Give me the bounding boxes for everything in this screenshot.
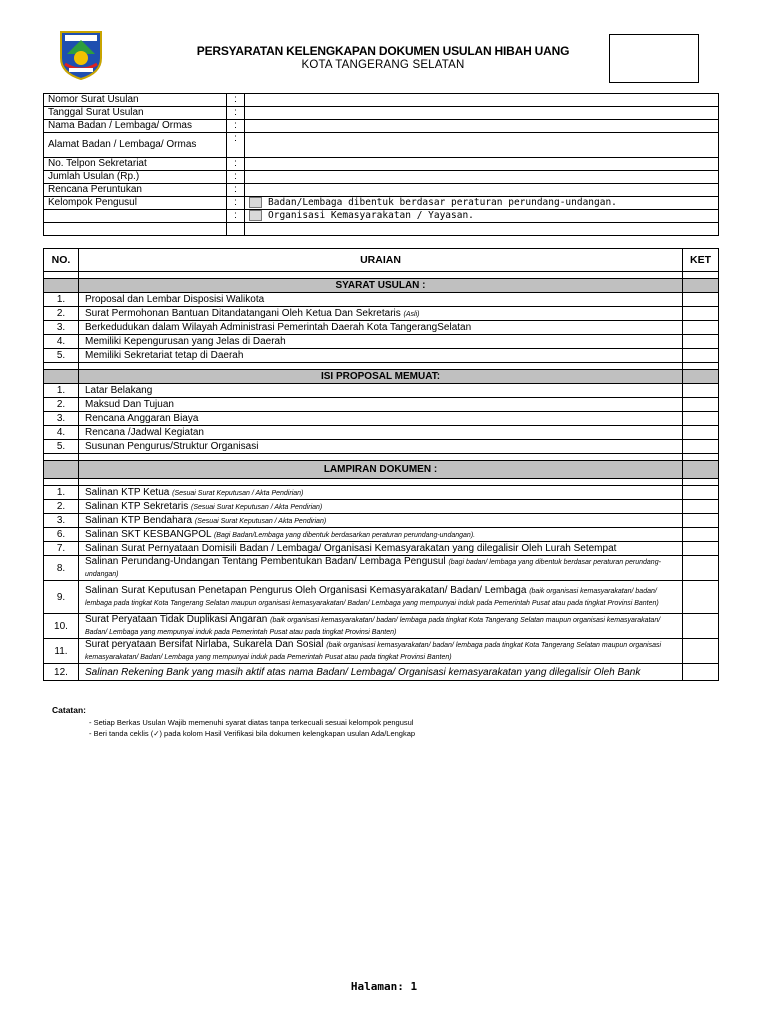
ket-cell[interactable] <box>683 528 719 542</box>
ket-cell[interactable] <box>683 384 719 398</box>
ket-cell[interactable] <box>683 293 719 307</box>
checkbox-ormas-yayasan[interactable] <box>249 210 262 221</box>
stamp-box <box>609 34 699 83</box>
info-label: Nama Badan / Lembaga/ Ormas <box>44 120 227 133</box>
ket-cell[interactable] <box>683 307 719 321</box>
info-row-nama: Nama Badan / Lembaga/ Ormas : <box>44 120 719 133</box>
table-row: 1. Proposal dan Lembar Disposisi Walikota <box>44 293 719 307</box>
checklist-table <box>43 248 719 681</box>
document-title: PERSYARATAN KELENGKAPAN DOKUMEN USULAN HIBAH UANG <box>196 44 570 58</box>
ket-cell[interactable] <box>683 398 719 412</box>
info-row-jumlah: Jumlah Usulan (Rp.) : <box>44 171 719 184</box>
info-label: Kelompok Pengusul <box>44 197 227 210</box>
table-row: 1. Salinan KTP Ketua (Sesuai Surat Keputusan / Akta Pendirian) <box>44 486 719 500</box>
table-row: 8. Salinan Perundang-Undangan Tentang Pembentukan Badan/ Lembaga Pengusul (bagi badan/ lembaga yang dibentuk berdasar peraturan perundang-undangan) <box>44 556 719 581</box>
info-label: No. Telpon Sekretariat <box>44 158 227 171</box>
table-row: 7. Salinan Surat Pernyataan Domisili Badan / Lembaga/ Organisasi Kemasyarakatan yang dilegalisir Oleh Lurah Setempat <box>44 542 719 556</box>
ket-cell[interactable] <box>683 349 719 363</box>
telpon-field[interactable] <box>245 158 719 171</box>
ket-cell[interactable] <box>683 514 719 528</box>
nomor-surat-field[interactable] <box>245 94 719 107</box>
nama-badan-field[interactable] <box>245 120 719 133</box>
section-header-syarat: SYARAT USULAN : <box>44 279 719 293</box>
info-label: Rencana Peruntukan <box>44 184 227 197</box>
tanggal-surat-field[interactable] <box>245 107 719 120</box>
notes-title: Catatan: <box>52 705 87 715</box>
section-header-isi: ISI PROPOSAL MEMUAT: <box>44 370 719 384</box>
table-row: 3. Rencana Anggaran Biaya <box>44 412 719 426</box>
table-row: 12. Salinan Rekening Bank yang masih aktif atas nama Badan/ Lembaga/ Organisasi kemasyarakatan yang dilegalisir Oleh Bank <box>44 664 719 681</box>
ket-cell[interactable] <box>683 486 719 500</box>
page-number: Halaman: 1 <box>350 980 418 993</box>
notes-section <box>52 705 415 739</box>
table-row: 3. Berkedudukan dalam Wilayah Administrasi Pemerintah Daerah Kota TangerangSelatan <box>44 321 719 335</box>
info-label: Tanggal Surat Usulan <box>44 107 227 120</box>
col-ket-header: KET <box>683 249 719 272</box>
table-row: 2. Maksud Dan Tujuan <box>44 398 719 412</box>
table-row: 2. Salinan KTP Sekretaris (Sesuai Surat Keputusan / Akta Pendirian) <box>44 500 719 514</box>
info-row-kelompok: Kelompok Pengusul : Badan/Lembaga dibentuk berdasar peraturan perundang-undangan. <box>44 197 719 210</box>
table-row: 5. Memiliki Sekretariat tetap di Daerah <box>44 349 719 363</box>
info-row-kelompok-2: : Organisasi Kemasyarakatan / Yayasan. <box>44 210 719 223</box>
ket-cell[interactable] <box>683 426 719 440</box>
ket-cell[interactable] <box>683 412 719 426</box>
ket-cell[interactable] <box>683 664 719 681</box>
info-row-tanggal: Tanggal Surat Usulan : <box>44 107 719 120</box>
kelompok-option-1[interactable]: Badan/Lembaga dibentuk berdasar peraturan perundang-undangan. <box>245 197 719 210</box>
ket-cell[interactable] <box>683 542 719 556</box>
table-row: 1. Latar Belakang <box>44 384 719 398</box>
ket-cell[interactable] <box>683 556 719 581</box>
ket-cell[interactable] <box>683 335 719 349</box>
info-row-alamat: Alamat Badan / Lembaga/ Ormas : <box>44 133 719 158</box>
info-label: Alamat Badan / Lembaga/ Ormas <box>44 133 227 158</box>
info-label: Jumlah Usulan (Rp.) <box>44 171 227 184</box>
rencana-peruntukan-field[interactable] <box>245 184 719 197</box>
ket-cell[interactable] <box>683 321 719 335</box>
info-row-telpon: No. Telpon Sekretariat : <box>44 158 719 171</box>
checkbox-badan-lembaga[interactable] <box>249 197 262 208</box>
info-row-nomor: Nomor Surat Usulan : <box>44 94 719 107</box>
info-row-blank <box>44 223 719 236</box>
table-row: 6. Salinan SKT KESBANGPOL (Bagi Badan/Lembaga yang dibentuk berdasarkan peraturan perundang-undangan). <box>44 528 719 542</box>
table-row: 10. Surat Peryataan Tidak Duplikasi Angaran (baik organisasi kemasyarakatan/ badan/ lembaga pada tingkat Kota Tangerang Selatan maupun organisasi kemasyarakatan/ Badan/ Lembaga yang mempunyai induk pada Pemerintah Pusat atau pada tingkat Provinsi Banten) <box>44 614 719 639</box>
table-row: 3. Salinan KTP Bendahara (Sesuai Surat Keputusan / Akta Pendirian) <box>44 514 719 528</box>
note-item: - Beri tanda ceklis (✓) pada kolom Hasil Verifikasi bila dokumen kelengkapan usulan Ada/Lengkap <box>89 729 416 738</box>
table-header-row <box>44 249 719 272</box>
ket-cell[interactable] <box>683 639 719 664</box>
kelompok-option-2[interactable]: Organisasi Kemasyarakatan / Yayasan. <box>245 210 719 223</box>
alamat-field[interactable] <box>245 133 719 158</box>
city-logo-emblem <box>57 28 105 80</box>
document-subtitle: KOTA TANGERANG SELATAN <box>301 59 465 71</box>
table-row: 9. Salinan Surat Keputusan Penetapan Pengurus Oleh Organisasi Kemasyarakatan/ Badan/ Lembaga (baik organisasi kemasyarakatan/ badan/ lembaga pada tingkat Kota Tangerang Selatan maupun organisasi kemasyarakatan/ Badan/ Lembaga yang mempunyai induk pada Pemerintah Pusat atau pada tingkat Provinsi Banten) <box>44 581 719 614</box>
document-header <box>150 44 616 73</box>
table-row: 2. Surat Permohonan Bantuan Ditandatangani Oleh Ketua Dan Sekretaris (Asli) <box>44 307 719 321</box>
info-label: Nomor Surat Usulan <box>44 94 227 107</box>
info-row-rencana: Rencana Peruntukan : <box>44 184 719 197</box>
ket-cell[interactable] <box>683 500 719 514</box>
jumlah-usulan-field[interactable] <box>245 171 719 184</box>
col-no-header: NO. <box>44 249 79 272</box>
table-row: 5. Susunan Pengurus/Struktur Organisasi <box>44 440 719 454</box>
note-item: - Setiap Berkas Usulan Wajib memenuhi syarat diatas tanpa terkecuali sesuai kelompok pengusul <box>89 718 414 727</box>
section-header-lampiran: LAMPIRAN DOKUMEN : <box>44 461 719 479</box>
table-row: 4. Memiliki Kepengurusan yang Jelas di Daerah <box>44 335 719 349</box>
ket-cell[interactable] <box>683 614 719 639</box>
applicant-info-table <box>43 93 719 236</box>
ket-cell[interactable] <box>683 440 719 454</box>
table-row: 4. Rencana /Jadwal Kegiatan <box>44 426 719 440</box>
table-row: 11. Surat peryataan Bersifat Nirlaba, Sukarela Dan Sosial (baik organisasi kemasyarakatan/ badan/ lembaga pada tingkat Kota Tangerang Selatan maupun organisasi kemasyarakatan/ Badan/ Lembaga yang mempunyai induk pada Pemerintah Pusat atau pada tingkat Provinsi Banten) <box>44 639 719 664</box>
ket-cell[interactable] <box>683 581 719 614</box>
col-uraian-header: URAIAN <box>79 249 683 272</box>
